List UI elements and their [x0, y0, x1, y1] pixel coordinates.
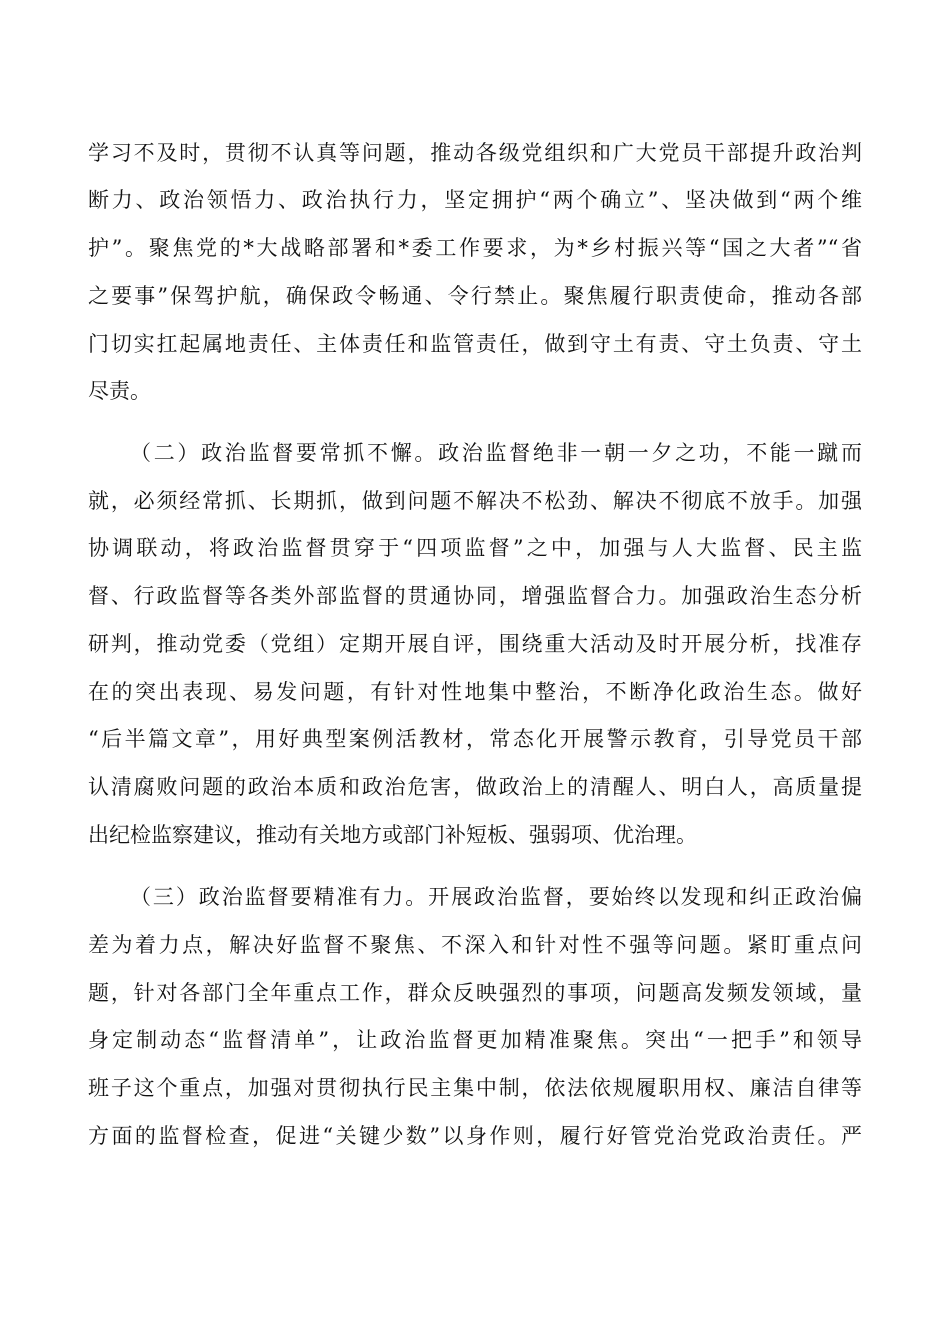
text-line: 门切实扛起属地责任、主体责任和监管责任，做到守土有责、守土负责、守土: [88, 332, 862, 356]
text-line: 断力、政治领悟力、政治执行力，坚定拥护“两个确立”、坚决做到“两个维: [88, 188, 862, 212]
text-line: 身定制动态“监督清单”，让政治监督更加精准聚焦。突出“一把手”和领导: [88, 1028, 862, 1052]
text-line: 督、行政监督等各类外部监督的贯通协同，增强监督合力。加强政治生态分析: [88, 584, 862, 608]
text-line: 护”。聚焦党的*大战略部署和*委工作要求，为*乡村振兴等“国之大者”“省: [88, 236, 862, 260]
text-line: 学习不及时，贯彻不认真等问题，推动各级党组织和广大党员干部提升政治判: [88, 141, 862, 165]
text-line: 差为着力点，解决好监督不聚焦、不深入和针对性不强等问题。紧盯重点问: [88, 933, 862, 957]
text-line: “后半篇文章”，用好典型案例活教材，常态化开展警示教育，引导党员干部: [88, 727, 862, 751]
text-line: 研判，推动党委（党组）定期开展自评，围绕重大活动及时开展分析，找准存: [88, 632, 862, 656]
text-line: 就，必须经常抓、长期抓，做到问题不解决不松劲、解决不彻底不放手。加强: [88, 489, 862, 513]
text-line: 协调联动，将政治监督贯穿于“四项监督”之中，加强与人大监督、民主监: [88, 536, 862, 560]
text-line: 方面的监督检查，促进“关键少数”以身作则，履行好管党治党政治责任。严: [88, 1124, 862, 1148]
paragraph-end-line: 尽责。: [88, 379, 151, 403]
section-heading-line: （二）政治监督要常抓不懈。政治监督绝非一朝一夕之功，不能一蹴而: [130, 441, 862, 465]
text-line: 在的突出表现、易发问题，有针对性地集中整治，不断净化政治生态。做好: [88, 680, 862, 704]
text-line: 题，针对各部门全年重点工作，群众反映强烈的事项，问题高发频发领域，量: [88, 981, 862, 1005]
text-line: 班子这个重点，加强对贯彻执行民主集中制，依法依规履职用权、廉洁自律等: [88, 1076, 862, 1100]
section-heading-line: （三）政治监督要精准有力。开展政治监督，要始终以发现和纠正政治偏: [130, 885, 862, 909]
paragraph-end-line: 出纪检监察建议，推动有关地方或部门补短板、强弱项、优治理。: [88, 823, 697, 847]
text-line: 之要事”保驾护航，确保政令畅通、令行禁止。聚焦履行职责使命，推动各部: [88, 284, 862, 308]
text-line: 认清腐败问题的政治本质和政治危害，做政治上的清醒人、明白人，高质量提: [88, 775, 862, 799]
